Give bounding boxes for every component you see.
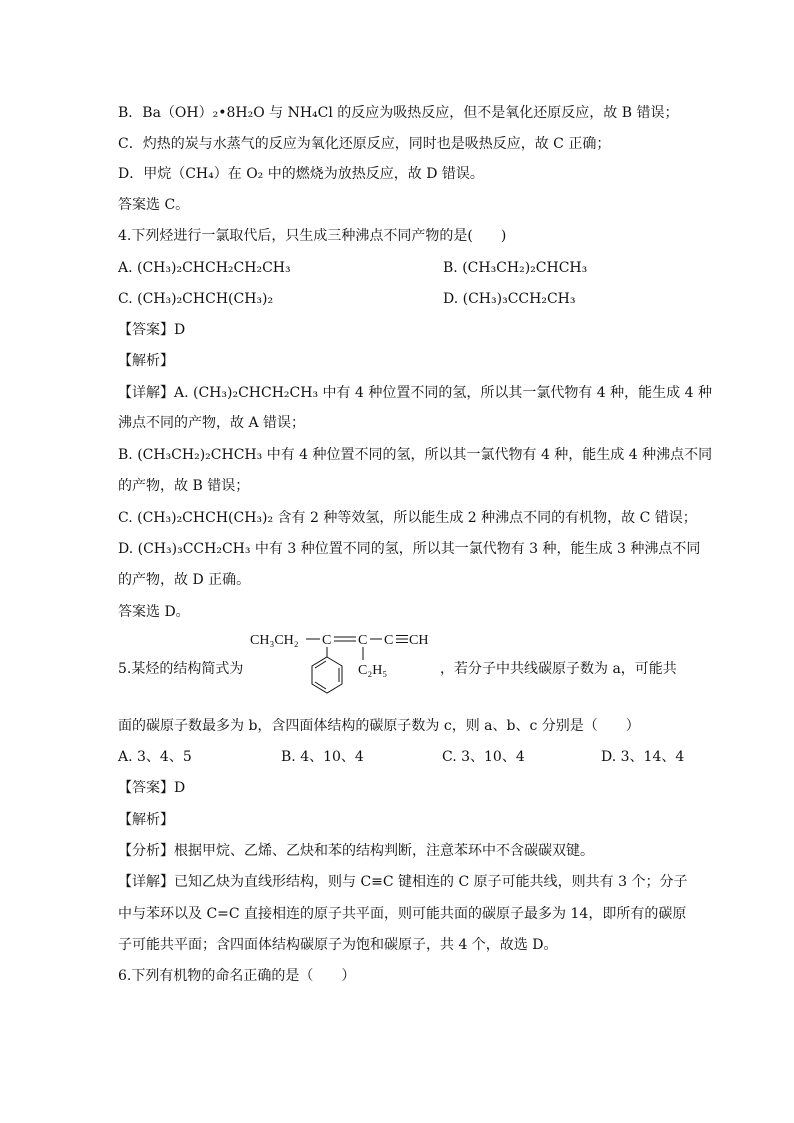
question-6-stem: 6.下列有机物的命名正确的是（ ） xyxy=(118,968,356,984)
question-5-answer: 【答案】D xyxy=(118,780,186,796)
question-5-stem-suffix: ，若分子中共线碳原子数为 a，可能共 xyxy=(440,661,677,677)
option-d-explanation: D．甲烷（CH₄）在 O₂ 中的燃烧为放热反应，故 D 错误。 xyxy=(118,166,484,182)
answer-line-d: 答案选 D。 xyxy=(118,604,190,620)
question-4-analysis-heading: 【解析】 xyxy=(118,353,174,369)
question-4-detail: 的产物，故 B 错误； xyxy=(118,478,250,494)
question-4-detail: 的产物，故 D 正确。 xyxy=(118,572,251,588)
answer-line-c: 答案选 C。 xyxy=(118,197,190,213)
question-4-option-c: C. (CH₃)₂CHCH(CH₃)₂ xyxy=(118,291,274,307)
question-5-option-d: D. 3、14、4 xyxy=(601,749,685,765)
question-5-detail: 子可能共平面；含四面体结构碳原子为饱和碳原子，共 4 个，故选 D。 xyxy=(118,937,558,953)
question-4-option-d: D. (CH₃)₃CCH₂CH₃ xyxy=(443,291,576,307)
question-4-detail: C. (CH₃)₂CHCH(CH₃)₂ 含有 2 种等效氢，所以能生成 2 种沸点不同的有机物，故 C 错误； xyxy=(118,510,697,526)
question-4-option-b: B. (CH₃CH₂)₂CHCH₃ xyxy=(443,260,588,276)
formula-right-group: CH xyxy=(409,633,429,648)
question-4-detail: D. (CH₃)₃CCH₂CH₃ 中有 3 种位置不同的氢，所以其一氯代物有 3 种，能生成 3 种沸点不同 xyxy=(118,541,701,557)
question-4-detail: 沸点不同的产物，故 A 错误； xyxy=(118,415,306,431)
formula-ethyl-group: C₂H₅ xyxy=(358,663,388,678)
option-b-explanation: B．Ba（OH）₂•8H₂O 与 NH₄Cl 的反应为吸热反应，但不是氧化还原反应，故 B 错误； xyxy=(118,105,679,121)
formula-carbon: C xyxy=(322,633,332,648)
benzene-ring-icon xyxy=(312,657,342,693)
question-5-detail: 中与苯环以及 C=C 直接相连的原子共平面，则可能共面的碳原子最多为 14，即所有的碳原 xyxy=(118,906,687,922)
question-5-detail: 【详解】已知乙炔为直线形结构，则与 C≡C 键相连的 C 原子可能共线，则共有 3 个；分子 xyxy=(118,874,688,890)
question-5-option-c: C. 3、10、4 xyxy=(442,749,525,765)
question-4-detail: 【详解】A. (CH₃)₂CHCH₂CH₃ 中有 4 种位置不同的氢，所以其一氯代物有 4 种，能生成 4 种 xyxy=(118,385,712,401)
question-4-detail: B. (CH₃CH₂)₂CHCH₃ 中有 4 种位置不同的氢，所以其一氯代物有 4 种，能生成 4 种沸点不同 xyxy=(118,447,713,463)
question-4-answer: 【答案】D xyxy=(118,322,186,338)
option-c-explanation: C．灼热的炭与水蒸气的反应为氧化还原反应，同时也是吸热反应，故 C 正确； xyxy=(118,136,611,152)
question-5-stem-prefix: 5.某烃的结构简式为 xyxy=(118,661,244,677)
question-4-option-a: A. (CH₃)₂CHCH₂CH₂CH₃ xyxy=(118,260,291,276)
formula-left-group: CH₃CH₂ xyxy=(250,633,299,648)
question-5-option-a: A. 3、4、5 xyxy=(118,749,192,765)
formula-carbon: C xyxy=(384,633,394,648)
question-5-stem-line2: 面的碳原子数最多为 b，含四面体结构的碳原子数为 c，则 a、b、c 分别是（ ） xyxy=(118,718,640,734)
structural-formula xyxy=(248,628,434,708)
formula-carbon: C xyxy=(358,633,368,648)
question-4-stem: 4.下列烃进行一氯取代后，只生成三种沸点不同产物的是( ) xyxy=(118,228,507,244)
question-5-option-b: B. 4、10、4 xyxy=(281,749,364,765)
question-5-fenxi: 【分析】根据甲烷、乙烯、乙炔和苯的结构判断，注意苯环中不含碳碳双键。 xyxy=(118,843,594,859)
question-5-analysis-heading: 【解析】 xyxy=(118,812,174,828)
